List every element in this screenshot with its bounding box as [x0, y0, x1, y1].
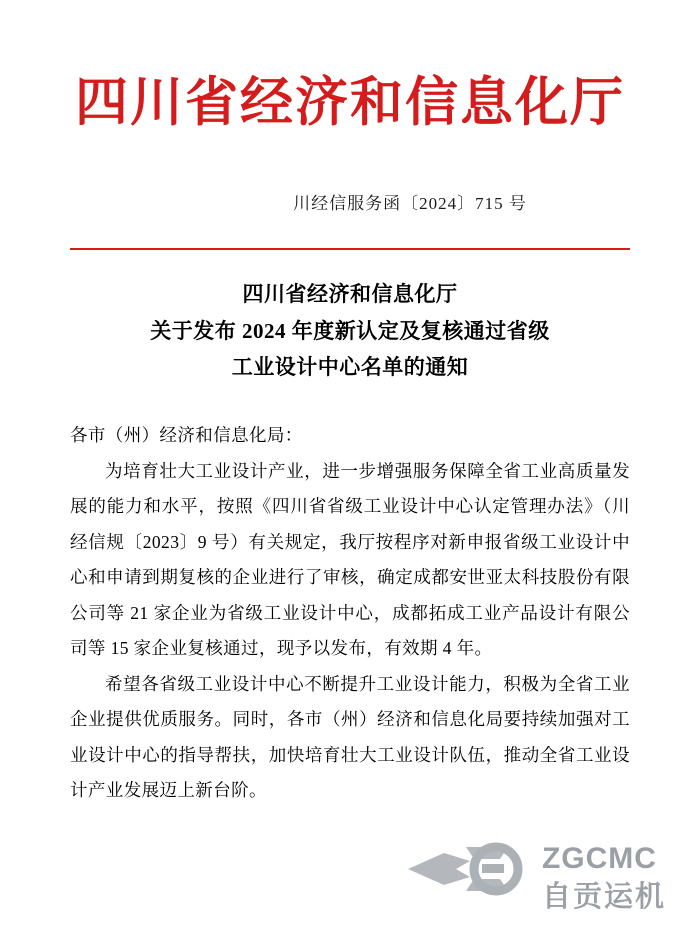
watermark-text [542, 844, 666, 911]
salutation: 各市（州）经济和信息化局： [70, 425, 303, 446]
document-title-line-3: 工业设计中心名单的通知 [231, 355, 469, 380]
issuing-agency-title: 四川省经济和信息化厅 [75, 71, 625, 133]
document-title-block [70, 276, 630, 386]
masthead [70, 0, 630, 133]
body-paragraph-1: 为培育壮大工业设计产业，进一步增强服务保障全省工业高质量发展的能力和水平，按照《四川省省级工业设计中心认定管理办法》（川经信规〔2023〕9 号）有关规定，我厅按程序对新申报省级工业设计中心和申请到期复核的企业进行了审核，确定成都安世亚太科技股份有限公司等 21 家企业为省级工业设计中心，成都拓成工业产品设计有限公司等 15 家企业复核通过，现予以发布，有效期 4 年。 [70, 460, 630, 659]
document-title-line-2: 关于发布 2024 年度新认定及复核通过省级 [150, 318, 550, 343]
body-paragraph-2: 希望各省级工业设计中心不断提升工业设计能力，积极为全省工业企业提供优质服务。同时，各市（州）经济和信息化局要持续加强对工业设计中心的指导帮扶，加快培育壮大工业设计队伍，推动全省工业设计产业发展迈上新台阶。 [70, 673, 630, 801]
red-divider-rule [70, 248, 630, 250]
watermark-latin-text: ZGCMC [541, 842, 657, 875]
document-body [70, 418, 630, 809]
document-number: 川经信服务函〔2024〕715 号 [293, 193, 527, 213]
document-number-row [70, 189, 630, 214]
watermark-chinese-text: 自贡运机 [541, 879, 666, 913]
document-title-line-1: 四川省经济和信息化厅 [242, 281, 458, 306]
